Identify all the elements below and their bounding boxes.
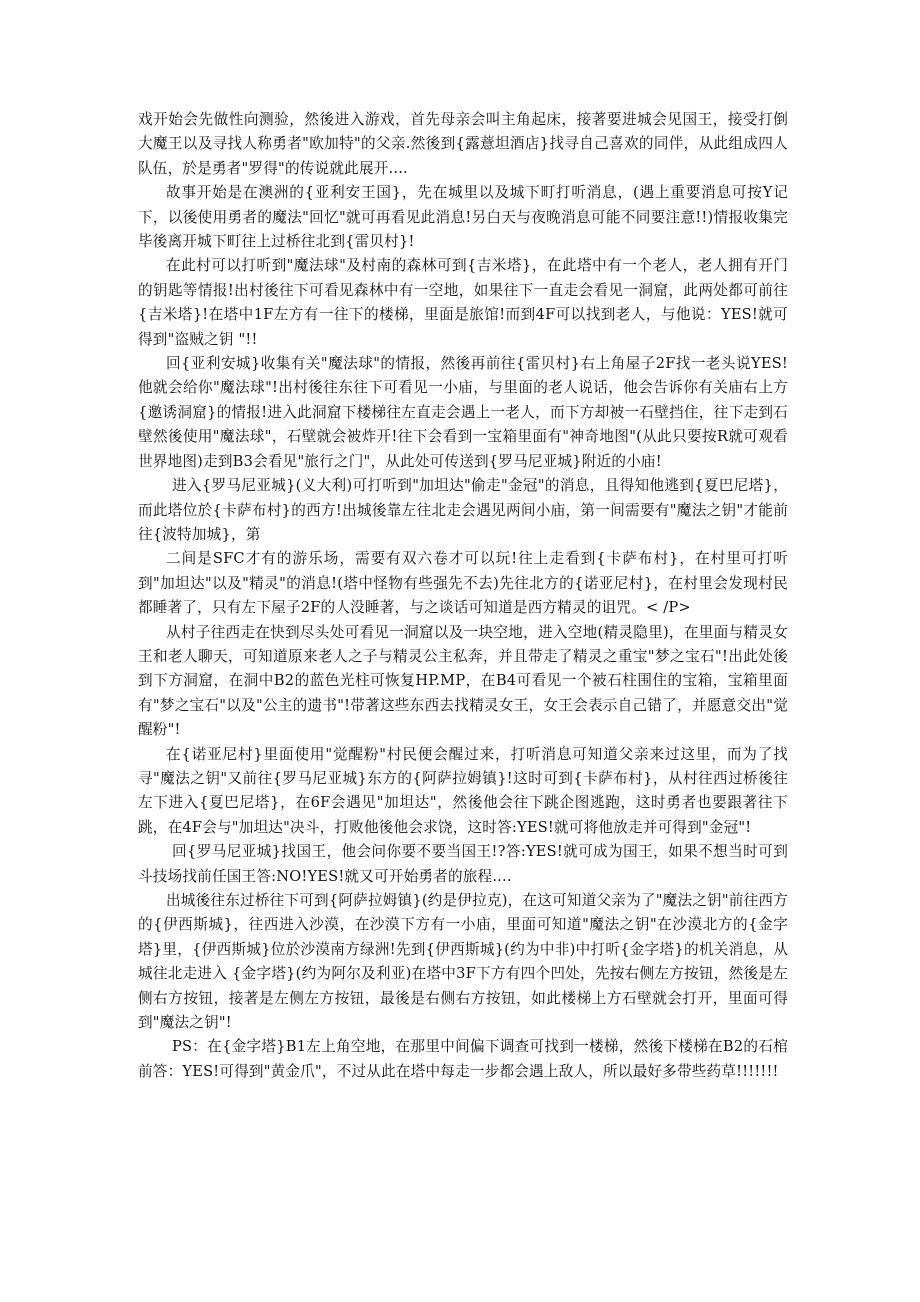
paragraph-become-king: 回{罗马尼亚城}找国王，他会问你要不要当国王!?答:YES!就可成为国王，如果不想当时可到斗技场找前任国王答:NO!YES!就又可开始勇者的旅程.... — [138, 843, 788, 885]
paragraph-intro-continued: 戏开始会先做性向测验，然後进入游戏，首先母亲会叫主角起床，接著要进城会见国王，接受打倒大魔王以及寻找人称勇者"欧加特"的父亲.然後到{露薏坦酒店}找寻自己喜欢的同伴，从此组成四人队伍，於是勇者"罗得"的传说就此展开.... — [138, 111, 788, 177]
paragraph-elf-hideout: 从村子往西走在快到尽头处可看见一洞窟以及一块空地，进入空地(精灵隐里)，在里面与精灵女王和老人聊天，可知道原来老人之子与精灵公主私奔，并且带走了精灵之重宝"梦之宝石"!出此处後到下方洞窟，在洞中B2的蓝色光柱可恢复HP.MP，在B4可看见一个被石柱围住的宝箱，宝箱里面有"梦之宝石"以及"公主的遗书"!带著这些东西去找精灵女王，女王会表示自己错了，并愿意交出"觉醒粉"! — [138, 623, 788, 739]
paragraph-reeve-village: 在此村可以打听到"魔法球"及村南的森林可到{吉米塔}，在此塔中有一个老人，老人拥有开门的钥匙等情报!出村後往下可看见森林中有一空地，如果往下一直走会看见一洞窟，此两处都可前往{吉米塔}!在塔中1F左方有一往下的楼梯，里面是旅馆!而到4F可以找到老人，与他说：YES!就可得到"盗贼之钥 "!! — [138, 257, 788, 348]
paragraph-awakening-powder: 在{诺亚尼村}里面使用"觉醒粉"村民便会醒过来，打听消息可知道父亲来过这里，而为了找寻"魔法之钥"又前往{罗马尼亚城}东方的{阿萨拉姆镇}!这时可到{卡萨布村}，从村往西过桥後往左下进入{夏巴尼塔}，在6F会遇见"加坦达"，然後他会往下跳企图逃跑，这时勇者也要跟著往下跳，在4F会与"加坦达"决斗，打败他後他会求饶，这时答:YES!就可将他放走并可得到"金冠"! — [138, 745, 788, 836]
paragraph-ps-note: PS：在{金字塔}B1左上角空地，在那里中间偏下调查可找到一楼梯，然後下楼梯在B2的石棺前答：YES!可得到"黄金爪"，不过从此在塔中每走一步都会遇上敌人，所以最好多带些药草!!!!!!! — [138, 1038, 788, 1080]
paragraph-aliahan-kingdom: 故事开始是在澳洲的{亚利安王国}，先在城里以及城下町打听消息，(遇上重要消息可按Y记下，以後使用勇者的魔法"回忆"就可再看见此消息!另白天与夜晚消息可能不同要注意!!)情报收集完毕後离开城下町往上过桥往北到{雷贝村}! — [138, 184, 788, 251]
paragraph-romaly-castle: 进入{罗马尼亚城}(义大利)可打听到"加坦达"偷走"金冠"的消息，且得知他逃到{夏巴尼塔}，而此塔位於{卡萨布村}的西方!出城後靠左往北走会遇见两间小庙，第一间需要有"魔法之钥"才能前往{波特加城}，第 — [138, 477, 788, 543]
paragraph-kazave-village: 二间是SFC才有的游乐场，需要有双六卷才可以玩!往上走看到{卡萨布村}，在村里可打听到"加坦达"以及"精灵"的消息!(塔中怪物有些强先不去)先往北方的{诺亚尼村}，在村里会发现村民都睡著了，只有左下屋子2F的人没睡著，与之谈话可知道是西方精灵的诅咒。< /P> — [138, 550, 788, 617]
paragraph-pyramid: 出城後往东过桥往下可到{阿萨拉姆镇}(约是伊拉克)，在这可知道父亲为了"魔法之钥"前往西方的{伊西斯城}，往西进入沙漠，在沙漠下方有一小庙，里面可知道"魔法之钥"在沙漠北方的{金字塔}里，{伊西斯城}位於沙漠南方绿洲!先到{伊西斯城}(约为中非)中打听{金字塔}的机关消息，从城往北走进入 {金字塔}(约为阿尔及利亚)在塔中3F下方有四个凹处，先按右侧左方按钮，然後是左侧右方按钮，接著是左侧左方按钮，最後是右侧右方按钮，如此楼梯上方石壁就会打开，里面可得到"魔法之钥"! — [138, 892, 788, 1032]
paragraph-magic-ball: 回{亚利安城}收集有关"魔法球"的情报，然後再前往{雷贝村}右上角屋子2F找一老头说YES!他就会给你"魔法球"!出村後往东往下可看见一小庙，与里面的老人说话，他会告诉你有关庙右上方{邀诱洞窟}的情报!进入此洞窟下楼梯往左直走会遇上一老人，而下方却被一石壁挡住，往下走到石壁然後使用"魔法球"，石壁就会被炸开!往下会看到一宝箱里面有"神奇地图"(从此只要按R就可观看世界地图)走到B3会看见"旅行之门"，从此处可传送到{罗马尼亚城}附近的小庙! — [138, 355, 788, 470]
document-page — [138, 108, 788, 1084]
